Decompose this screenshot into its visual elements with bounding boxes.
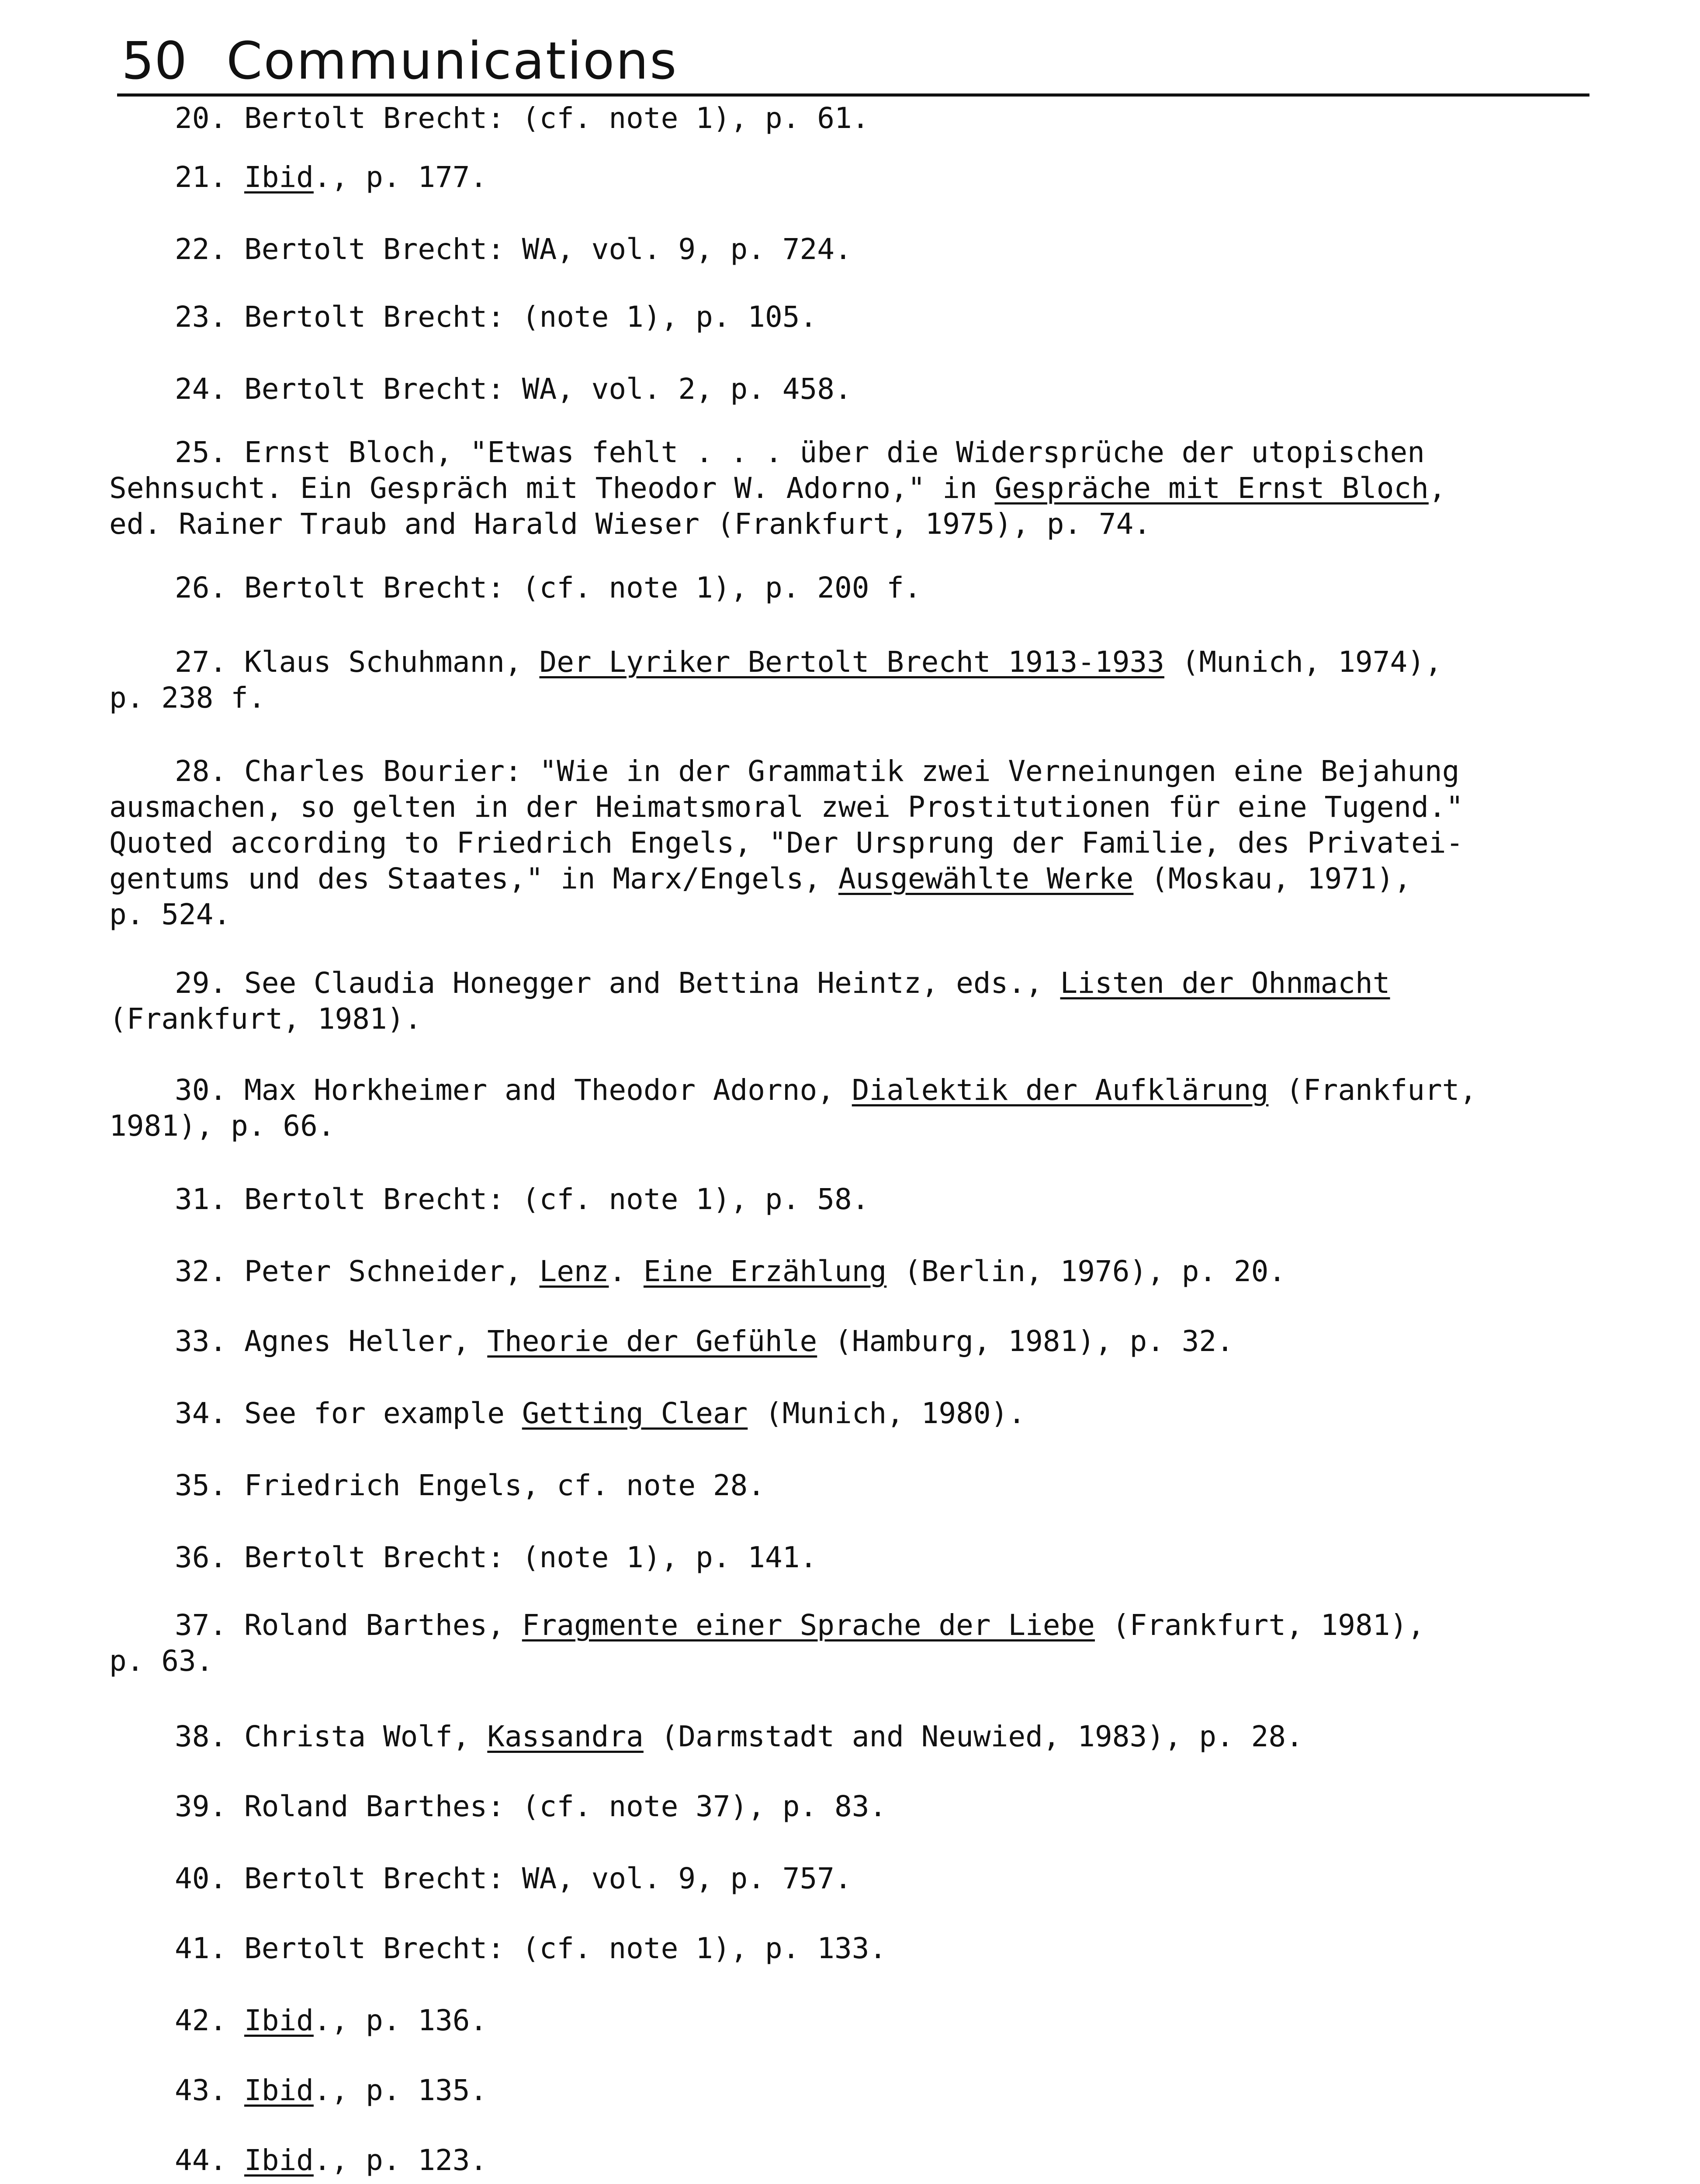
note-text: Sehnsucht. Ein Gespräch mit Theodor W. Adorno," in xyxy=(109,471,995,505)
note-text: (Frankfurt, xyxy=(1268,1073,1477,1107)
underlined-title: Ibid xyxy=(244,2143,314,2177)
note-line xyxy=(109,1540,1560,1576)
note-text: Bertolt Brecht: (cf. note 1), p. 58. xyxy=(244,1182,869,1216)
note-line xyxy=(109,100,1560,136)
note-text: (Frankfurt, 1981). xyxy=(109,1002,422,1036)
note-line xyxy=(109,825,1560,861)
note-line xyxy=(109,1931,1560,1966)
note-line xyxy=(109,435,1560,470)
note-text: ausmachen, so gelten in der Heimatsmoral zwei Prostitutionen für eine Tugend." xyxy=(109,790,1464,824)
underlined-title: Ibid xyxy=(244,160,314,194)
note-number: 42. xyxy=(175,2004,227,2037)
note-number: 25. xyxy=(175,435,227,469)
note-line xyxy=(109,1861,1560,1897)
note-number: 33. xyxy=(175,1324,227,1358)
note-line xyxy=(109,1072,1560,1108)
note-number: 38. xyxy=(175,1720,227,1753)
note-line xyxy=(109,789,1560,825)
note-line xyxy=(109,1396,1560,1431)
note-text: Peter Schneider, xyxy=(244,1254,540,1288)
note-line xyxy=(109,644,1560,680)
note-line xyxy=(109,470,1560,506)
note-line xyxy=(109,1108,1560,1144)
note-text: gentums und des Staates," in Marx/Engels, xyxy=(109,862,838,895)
note-line xyxy=(109,371,1560,407)
underlined-title: Ibid xyxy=(244,2004,314,2037)
note-20 xyxy=(109,100,1560,136)
note-text: See Claudia Honegger and Bettina Heintz, eds., xyxy=(244,966,1060,1000)
note-number: 35. xyxy=(175,1469,227,1502)
note-line xyxy=(109,232,1560,267)
page-number: 50 xyxy=(121,31,187,91)
note-line xyxy=(109,1719,1560,1755)
note-line xyxy=(109,861,1560,897)
note-line xyxy=(109,1468,1560,1503)
note-number: 36. xyxy=(175,1541,227,1574)
note-text: Bertolt Brecht: (note 1), p. 141. xyxy=(244,1541,817,1574)
page-header xyxy=(117,28,1589,97)
note-text: Quoted according to Friedrich Engels, "Der Ursprung der Familie, des Privatei- xyxy=(109,826,1464,860)
note-text: Ernst Bloch, "Etwas fehlt . . . über die Widersprüche der utopischen xyxy=(244,435,1425,469)
note-text: Bertolt Brecht: (note 1), p. 105. xyxy=(244,300,817,334)
note-number: 22. xyxy=(175,232,227,266)
note-line xyxy=(109,965,1560,1001)
note-30 xyxy=(109,1072,1560,1144)
note-23 xyxy=(109,299,1560,335)
underlined-title: Listen der Ohnmacht xyxy=(1060,966,1390,1000)
note-text: ., p. 136. xyxy=(313,2004,488,2037)
note-number: 26. xyxy=(175,571,227,605)
note-33 xyxy=(109,1324,1560,1359)
note-line xyxy=(109,2003,1560,2039)
note-text: (Darmstadt and Neuwied, 1983), p. 28. xyxy=(643,1720,1303,1753)
note-38 xyxy=(109,1719,1560,1755)
underlined-title: Gespräche mit Ernst Bloch xyxy=(994,471,1429,505)
note-43 xyxy=(109,2073,1560,2108)
note-line xyxy=(109,753,1560,789)
note-36 xyxy=(109,1540,1560,1576)
note-number: 39. xyxy=(175,1790,227,1823)
note-text: (Berlin, 1976), p. 20. xyxy=(886,1254,1286,1288)
note-number: 40. xyxy=(175,1862,227,1895)
note-26 xyxy=(109,570,1560,606)
note-line xyxy=(109,1001,1560,1037)
note-text: Agnes Heller, xyxy=(244,1324,488,1358)
note-text: Bertolt Brecht: WA, vol. 9, p. 724. xyxy=(244,232,852,266)
note-text: Bertolt Brecht: (cf. note 1), p. 200 f. xyxy=(244,571,921,605)
note-number: 20. xyxy=(175,101,227,135)
note-line xyxy=(109,159,1560,195)
note-text: ., p. 177. xyxy=(313,160,488,194)
note-text: 1981), p. 66. xyxy=(109,1109,335,1143)
note-text: Charles Bourier: "Wie in der Grammatik zwei Verneinungen eine Bejahung xyxy=(244,754,1460,788)
note-text: (Munich, 1980). xyxy=(748,1396,1026,1430)
note-28 xyxy=(109,753,1560,933)
note-21 xyxy=(109,159,1560,195)
note-line xyxy=(109,1324,1560,1359)
note-number: 44. xyxy=(175,2143,227,2177)
underlined-title: Ausgewählte Werke xyxy=(838,862,1134,895)
note-line xyxy=(109,2073,1560,2108)
underlined-title: Fragmente einer Sprache der Liebe xyxy=(522,1608,1095,1642)
note-text: (Munich, 1974), xyxy=(1164,645,1442,679)
note-27 xyxy=(109,644,1560,716)
note-25 xyxy=(109,435,1560,542)
note-40 xyxy=(109,1861,1560,1897)
note-42 xyxy=(109,2003,1560,2039)
note-text: p. 63. xyxy=(109,1644,214,1678)
note-number: 24. xyxy=(175,372,227,406)
section-title: Communications xyxy=(226,31,678,91)
note-text: Klaus Schuhmann, xyxy=(244,645,540,679)
note-text: Roland Barthes, xyxy=(244,1608,522,1642)
note-text: Max Horkheimer and Theodor Adorno, xyxy=(244,1073,852,1107)
note-text: Bertolt Brecht: (cf. note 1), p. 133. xyxy=(244,1932,887,1965)
note-text: See for example xyxy=(244,1396,522,1430)
note-text: p. 238 f. xyxy=(109,681,266,715)
note-number: 41. xyxy=(175,1932,227,1965)
note-39 xyxy=(109,1789,1560,1825)
note-37 xyxy=(109,1607,1560,1679)
note-text: Christa Wolf, xyxy=(244,1720,488,1753)
note-number: 27. xyxy=(175,645,227,679)
note-line xyxy=(109,897,1560,933)
underlined-title: Theorie der Gefühle xyxy=(487,1324,817,1358)
note-22 xyxy=(109,232,1560,267)
note-text: Roland Barthes: (cf. note 37), p. 83. xyxy=(244,1790,887,1823)
note-34 xyxy=(109,1396,1560,1431)
note-number: 21. xyxy=(175,160,227,194)
underlined-title: Dialektik der Aufklärung xyxy=(852,1073,1269,1107)
note-number: 37. xyxy=(175,1608,227,1642)
note-text: (Frankfurt, 1981), xyxy=(1095,1608,1425,1642)
underlined-title: Eine Erzählung xyxy=(643,1254,887,1288)
note-line xyxy=(109,1643,1560,1679)
note-31 xyxy=(109,1182,1560,1217)
note-line xyxy=(109,506,1560,542)
note-number: 43. xyxy=(175,2073,227,2107)
note-35 xyxy=(109,1468,1560,1503)
note-24 xyxy=(109,371,1560,407)
underlined-title: Ibid xyxy=(244,2073,314,2107)
underlined-title: Kassandra xyxy=(487,1720,644,1753)
note-number: 23. xyxy=(175,300,227,334)
note-number: 30. xyxy=(175,1073,227,1107)
note-text: Bertolt Brecht: (cf. note 1), p. 61. xyxy=(244,101,869,135)
note-line xyxy=(109,570,1560,606)
note-line xyxy=(109,299,1560,335)
note-number: 31. xyxy=(175,1182,227,1216)
note-text: Bertolt Brecht: WA, vol. 9, p. 757. xyxy=(244,1862,852,1895)
note-line xyxy=(109,1254,1560,1289)
underlined-title: Der Lyriker Bertolt Brecht 1913-1933 xyxy=(539,645,1164,679)
note-text: p. 524. xyxy=(109,898,231,931)
note-41 xyxy=(109,1931,1560,1966)
note-32 xyxy=(109,1254,1560,1289)
note-text: ., p. 123. xyxy=(313,2143,488,2177)
note-line xyxy=(109,680,1560,716)
note-text: (Moskau, 1971), xyxy=(1133,862,1412,895)
note-29 xyxy=(109,965,1560,1037)
note-line xyxy=(109,1789,1560,1825)
note-44 xyxy=(109,2143,1560,2178)
note-number: 32. xyxy=(175,1254,227,1288)
note-text: . xyxy=(609,1254,644,1288)
note-line xyxy=(109,1607,1560,1643)
underlined-title: Lenz xyxy=(539,1254,609,1288)
underlined-title: Getting Clear xyxy=(522,1396,748,1430)
note-number: 29. xyxy=(175,966,227,1000)
note-text: (Hamburg, 1981), p. 32. xyxy=(817,1324,1234,1358)
note-number: 28. xyxy=(175,754,227,788)
note-text: , xyxy=(1428,471,1446,505)
note-line xyxy=(109,2143,1560,2178)
note-text: ed. Rainer Traub and Harald Wieser (Frankfurt, 1975), p. 74. xyxy=(109,507,1151,541)
note-number: 34. xyxy=(175,1396,227,1430)
note-text: Friedrich Engels, cf. note 28. xyxy=(244,1469,765,1502)
note-line xyxy=(109,1182,1560,1217)
note-text: ., p. 135. xyxy=(313,2073,488,2107)
note-text: Bertolt Brecht: WA, vol. 2, p. 458. xyxy=(244,372,852,406)
